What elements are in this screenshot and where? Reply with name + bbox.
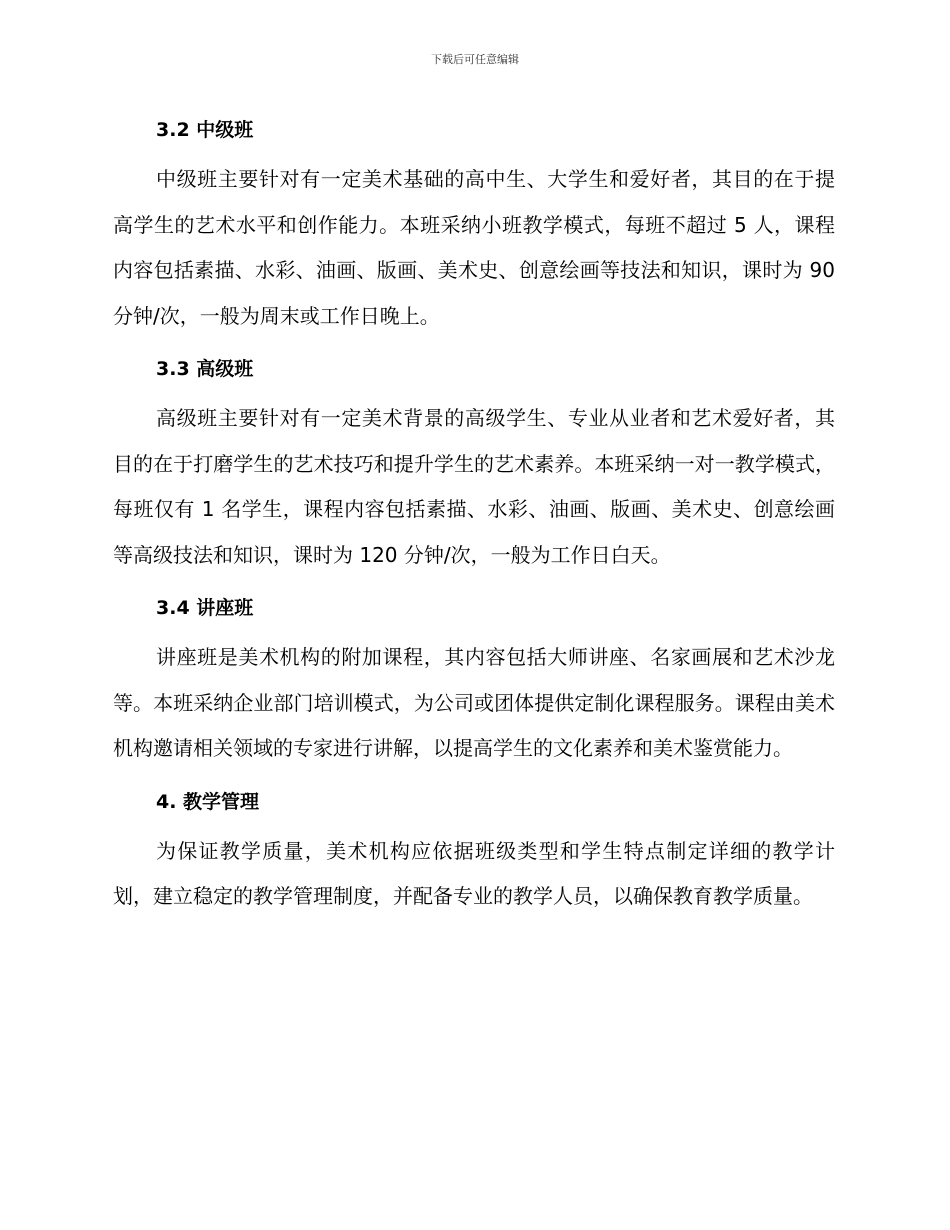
section-4	[113, 784, 835, 920]
section-heading: 3.2 中级班	[156, 119, 254, 141]
section-paragraph: 讲座班是美术机构的附加课程，其内容包括大师讲座、名家画展和艺术沙龙等。本班采纳企业部门培训模式，为公司或团体提供定制化课程服务。课程由美术机构邀请相关领域的专家进行讲解，以提高学生的文化素养和美术鉴赏能力。	[113, 645, 835, 760]
section-3-2	[113, 112, 835, 339]
section-paragraph: 为保证教学质量，美术机构应依据班级类型和学生特点制定详细的教学计划，建立稳定的教学管理制度，并配备专业的教学人员，以确保教育教学质量。	[113, 838, 835, 908]
page-header: 下载后可任意编辑	[431, 53, 519, 66]
section-heading: 3.3 高级班	[156, 358, 254, 380]
section-heading: 4. 教学管理	[156, 790, 260, 813]
section-3-3	[113, 351, 835, 578]
section-heading: 3.4 讲座班	[156, 597, 254, 619]
section-paragraph: 中级班主要针对有一定美术基础的高中生、大学生和爱好者，其目的在于提高学生的艺术水平和创作能力。本班采纳小班教学模式，每班不超过 5 人，课程内容包括素描、水彩、油画、版画、美术史、创意绘画等技法和知识，课时为 90 分钟/次，一般为周末或工作日晚上。	[113, 167, 835, 328]
document-body	[113, 112, 835, 932]
section-paragraph: 高级班主要针对有一定美术背景的高级学生、专业从业者和艺术爱好者，其目的在于打磨学生的艺术技巧和提升学生的艺术素养。本班采纳一对一教学模式，每班仅有 1 名学生，课程内容包括素描、水彩、油画、版画、美术史、创意绘画等高级技法和知识，课时为 120 分钟/次，一般为工作日白天。	[113, 406, 835, 567]
section-3-4	[113, 590, 835, 772]
